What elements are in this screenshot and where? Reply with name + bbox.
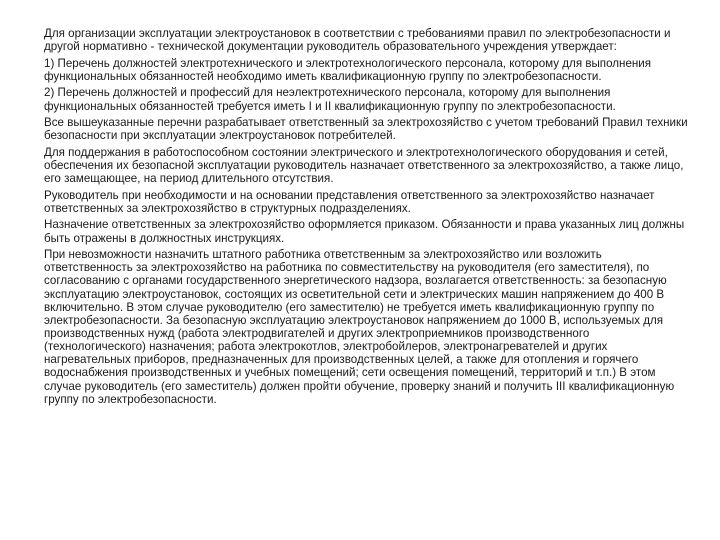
paragraph-intro: Для организации эксплуатации электроустановок в соответствии с требованиями правил по электробезопасности и другой нормативно - технической документации руководитель образовательного учреждения утверждает: [44,27,671,54]
paragraph-list-item-2: 2) Перечень должностей и профессий для неэлектротехнического персонала, которому для выполнения функциональных обязанностей требуется иметь I и II квалификационную группу по электробезопасности. [44,86,616,113]
paragraph-list-item-1: 1) Перечень должностей электротехнического и электротехнологического персонала, которому для выполнения функциональных обязанностей необходимо иметь квалификационную группу по электробезопасности. [44,56,652,83]
paragraph-maintenance: Для поддержания в работоспособном состоянии электрического и электротехнологического оборудования и сетей, обеспечения их безопасной эксплуатации руководитель назначает ответственного за электрохозяйство, а также лицо, его замещающее, на период длительного отсутствия. [44,145,684,186]
paragraph-impossibility: При невозможности назначить штатного работника ответственным за электрохозяйство или возложить ответственность за электрохозяйство на работника по совместительству на руководителя (его заместителя), по согласованию с органами государственного энергетического надзора, возлагается ответственность: за безопасную эксплуатацию электроустановок, состоящих из осветительной сети и электрических машин напряжением до 400 В включительно. В этом случае руководителю (его заместителю) не требуется иметь квалификационную группу по электробезопасности. За безопасную эксплуатацию электроустановок напряжением до 1000 В, используемых для производственных нужд (работа электродвигателей и других электроприемников производственного (технологического) назначения; работа электрокотлов, электробойлеров, электронагревателей и других нагревательных приборов, предназначенных для производственных целей, а также для отопления и горячего водоснабжения производственных и учебных помещений; сети освещения помещений, территорий и т.п.) В этом случае руководитель (его заместитель) должен пройти обучение, проверку знаний и получить III квалификационную группу по электробезопасности. [44,248,675,406]
paragraph-lists-developer: Все вышеуказанные перечни разрабатывает ответственный за электрохозяйство с учетом требований Правил техники безопасности при эксплуатации электроустановок потребителей. [44,116,688,143]
document-body [44,27,689,409]
paragraph-structural-units: Руководитель при необходимости и на основании представления ответственного за электрохозяйство назначает ответственных за электрохозяйство в структурных подразделениях. [44,188,655,215]
paragraph-appointment-order: Назначение ответственных за электрохозяйство оформляется приказом. Обязанности и права указанных лиц должны быть отражены в должностных инструкциях. [44,218,685,245]
